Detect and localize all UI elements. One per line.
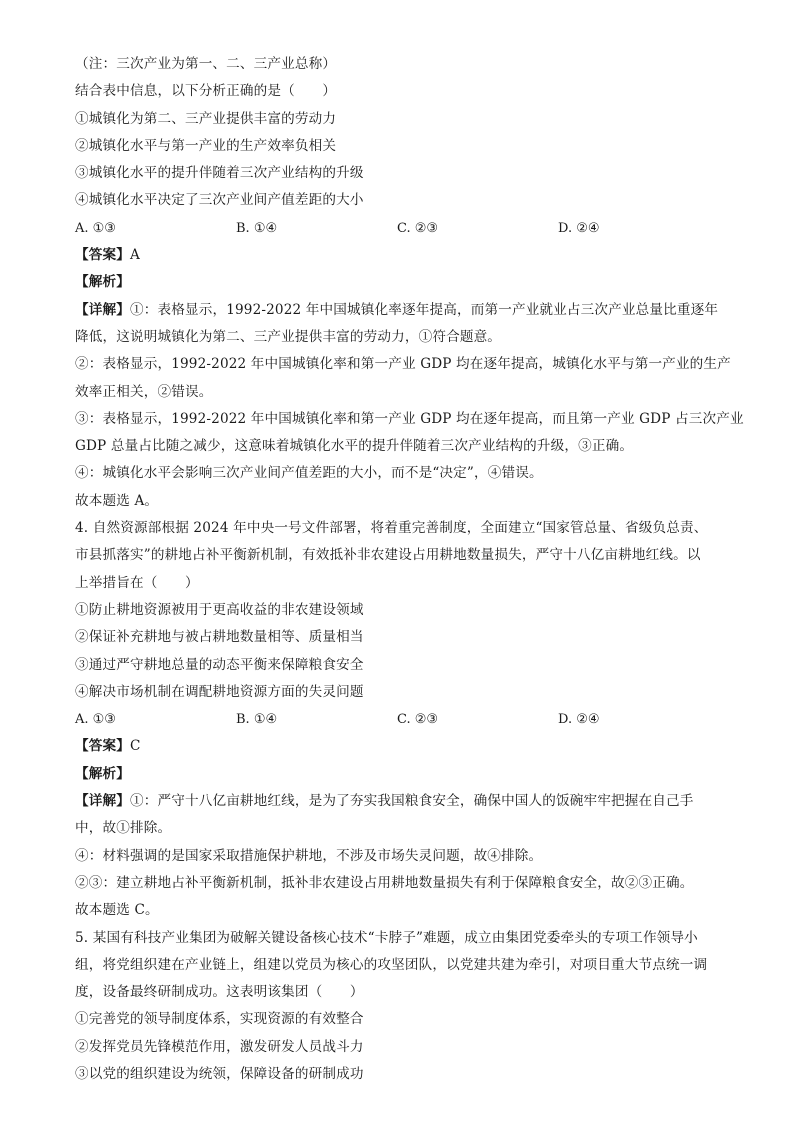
question-4-conclusion: 故本题选 C。 xyxy=(75,902,159,919)
table-note: （注：三次产业为第一、二、三产业总称） xyxy=(75,56,337,72)
detail-tag: 【详解】 xyxy=(75,301,130,318)
question-5-option-2: ②发挥党员先锋模范作用，激发研发人员战斗力 xyxy=(75,1038,364,1055)
choice-a: A. ①③ xyxy=(75,712,116,728)
detail-text: ①：严守十八亿亩耕地红线，是为了夯实我国粮食安全，确保中国人的饭碗牢牢把握在自己手 xyxy=(129,793,694,810)
choice-d: D. ②④ xyxy=(558,712,600,728)
question-3-option-4: ④城镇化水平决定了三次产业间产值差距的大小 xyxy=(75,192,364,209)
analysis-tag: 【解析】 xyxy=(75,765,130,782)
question-5-option-1: ①完善党的领导制度体系，实现资源的有效整合 xyxy=(75,1011,364,1028)
question-5-stem-line: 组，将党组织建在产业链上，组建以党员为核心的攻坚团队，以党建共建为牵引，对项目重大节点统一调 xyxy=(75,956,708,973)
choice-d: D. ②④ xyxy=(558,220,600,236)
answer-tag: 【答案】 xyxy=(75,247,130,264)
question-4-stem-line: 4. 自然资源部根据 2024 年中央一号文件部署，将着重完善制度，全面建立“国家管总量、省级负总责、 xyxy=(75,520,708,537)
question-3-detail-line: 效率正相关，②错误。 xyxy=(75,383,213,400)
question-3-detail-line: 降低，这说明城镇化为第二、三产业提供丰富的劳动力，①符合题意。 xyxy=(75,328,502,345)
question-3-option-2: ②城镇化水平与第一产业的生产效率负相关 xyxy=(75,137,337,154)
analysis-tag: 【解析】 xyxy=(75,274,130,291)
choice-b: B. ①④ xyxy=(236,712,278,728)
question-3-choices xyxy=(75,215,725,242)
question-3-answer xyxy=(75,242,725,269)
question-4-detail-line xyxy=(75,788,725,815)
question-4-detail-line: ②③：建立耕地占补平衡新机制，抵补非农建设占用耕地数量损失有利于保障粮食安全，故②③正确。 xyxy=(75,874,694,891)
document-page xyxy=(75,51,744,1088)
choice-c: C. ②③ xyxy=(397,712,439,728)
question-4-option-4: ④解决市场机制在调配耕地资源方面的失灵问题 xyxy=(75,683,364,700)
question-3-detail-line: ③：表格显示，1992-2022 年中国城镇化率和第一产业 GDP 均在逐年提高，而且第一产业 GDP 占三次产业 xyxy=(75,410,744,427)
question-3-conclusion: 故本题选 A。 xyxy=(75,492,159,509)
question-4-option-1: ①防止耕地资源被用于更高收益的非农建设领域 xyxy=(75,601,364,618)
question-3-detail-line: ②：表格显示，1992-2022 年中国城镇化率和第一产业 GDP 均在逐年提高，城镇化水平与第一产业的生产 xyxy=(75,356,731,373)
answer-value: C xyxy=(129,738,141,755)
question-4-stem-line: 市县抓落实”的耕地占补平衡新机制，有效抵补非农建设占用耕地数量损失，严守十八亿亩耕地红线。以 xyxy=(75,547,701,564)
question-5-stem-line: 度，设备最终研制成功。这表明该集团（ ） xyxy=(75,984,364,1001)
question-3-stem: 结合表中信息，以下分析正确的是（ ） xyxy=(75,83,337,100)
question-4-detail-line: 中，故①排除。 xyxy=(75,820,172,837)
question-5-stem-line: 5. 某国有科技产业集团为破解关键设备核心技术“卡脖子”难题，成立由集团党委牵头的专项工作领导小 xyxy=(75,929,698,946)
choice-b: B. ①④ xyxy=(236,220,278,236)
question-3-detail-line xyxy=(75,297,725,324)
question-3-option-1: ①城镇化为第二、三产业提供丰富的劳动力 xyxy=(75,110,337,127)
question-4-analysis xyxy=(75,761,725,788)
choice-c: C. ②③ xyxy=(397,220,439,236)
question-4-option-2: ②保证补充耕地与被占耕地数量相等、质量相当 xyxy=(75,629,364,646)
detail-text: ①：表格显示，1992-2022 年中国城镇化率逐年提高，而第一产业就业占三次产业总量比重逐年 xyxy=(129,301,719,318)
question-4-stem-line: 上举措旨在（ ） xyxy=(75,574,199,591)
question-4-choices xyxy=(75,706,725,733)
question-4-option-3: ③通过严守耕地总量的动态平衡来保障粮食安全 xyxy=(75,656,364,673)
question-4-answer xyxy=(75,733,725,760)
choice-a: A. ①③ xyxy=(75,220,116,236)
question-3-detail-line: GDP 总量占比随之减少，这意味着城镇化水平的提升伴随着三次产业结构的升级，③正确。 xyxy=(75,438,634,455)
question-4-detail-line: ④：材料强调的是国家采取措施保护耕地，不涉及市场失灵问题，故④排除。 xyxy=(75,847,543,864)
question-3-analysis xyxy=(75,269,725,296)
question-5-option-3: ③以党的组织建设为统领，保障设备的研制成功 xyxy=(75,1065,364,1082)
answer-tag: 【答案】 xyxy=(75,738,130,755)
question-3-option-3: ③城镇化水平的提升伴随着三次产业结构的升级 xyxy=(75,165,364,182)
detail-tag: 【详解】 xyxy=(75,793,130,810)
question-3-detail-line: ④：城镇化水平会影响三次产业间产值差距的大小，而不是“决定”，④错误。 xyxy=(75,465,543,482)
answer-value: A xyxy=(129,247,140,264)
